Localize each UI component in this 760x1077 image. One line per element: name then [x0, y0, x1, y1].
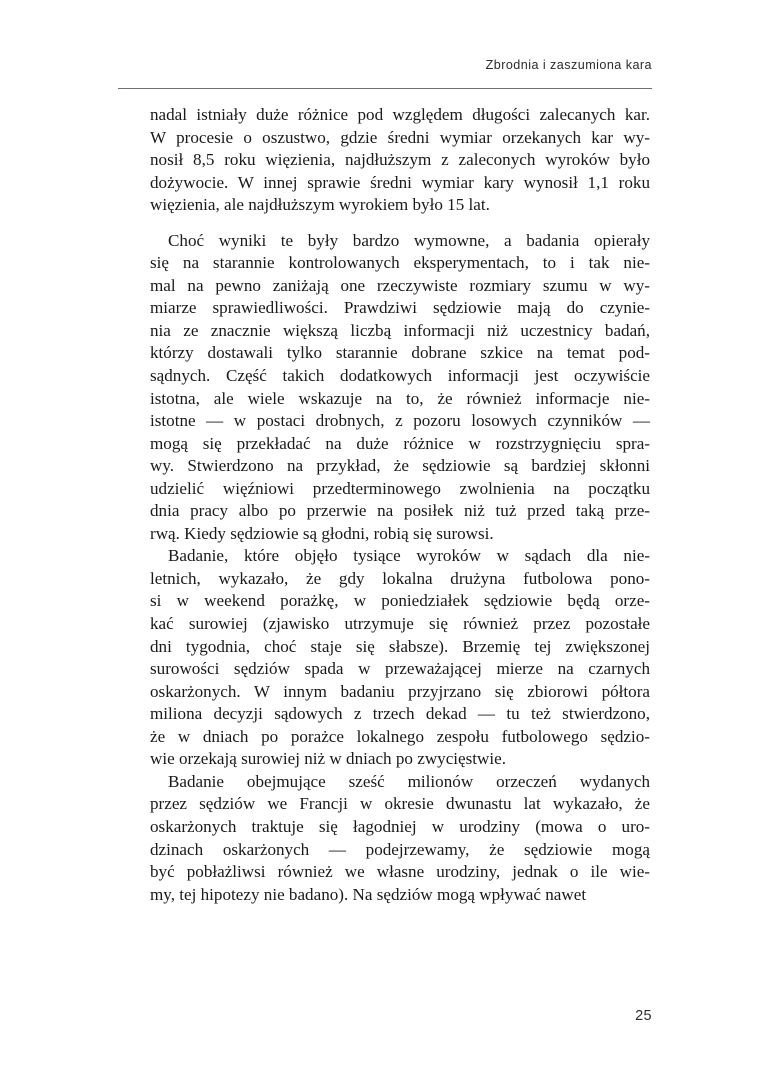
text-line: kać surowiej (zjawisko utrzymuje się również przez pozostałe [150, 614, 650, 634]
text-line: Choć wyniki te były bardzo wymowne, a badania opierały [168, 230, 650, 250]
paragraph [150, 230, 650, 546]
text-line: surowości sędziów spada w przeważającej mierze na czarnych [150, 659, 650, 679]
text-line: istotna, ale wiele wskazuje na to, że również informacje nie- [150, 388, 650, 408]
text-line: si w weekend porażkę, w poniedziałek sędziowie będą orze- [150, 591, 650, 611]
text-line: letnich, wykazało, że gdy lokalna drużyna futbolowa pono- [150, 568, 650, 588]
text-line: miarze sprawiedliwości. Prawdziwi sędziowie mają do czynie- [150, 298, 650, 318]
text-line: mal na pewno zaniżają one rzeczywiste rozmiary szumu w wy- [150, 275, 650, 295]
text-line: miliona decyzji sądowych z trzech dekad — tu też stwierdzono, [150, 704, 650, 724]
text-line: nia ze znacznie większą liczbą informacji niż uczestnicy badań, [150, 320, 650, 340]
body-text-block [150, 104, 650, 906]
text-line: być pobłażliwsi również we własne urodziny, jednak o ile wie- [150, 862, 650, 882]
paragraph [150, 545, 650, 770]
text-line: Badanie, które objęło tysiące wyroków w sądach dla nie- [168, 546, 650, 566]
text-line: wy. Stwierdzono na przykład, że sędziowie są bardziej skłonni [150, 456, 650, 476]
paragraph [150, 104, 650, 217]
text-line: więzienia, ale najdłuższym wyrokiem było 15 lat. [150, 195, 490, 215]
text-line: że w dniach po porażce lokalnego zespołu futbolowego sędzio- [150, 726, 650, 746]
text-line: rwą. Kiedy sędziowie są głodni, robią się surowsi. [150, 523, 494, 543]
text-line: dnia pracy albo po przerwie na posiłek niż tuż przed taką prze- [150, 501, 650, 521]
text-line: Badanie obejmujące sześć milionów orzeczeń wydanych [168, 771, 650, 791]
text-line: dzinach oskarżonych — podejrzewamy, że sędziowie mogą [150, 839, 650, 859]
text-line: oskarżonych traktuje się łagodniej w urodziny (mowa o uro- [150, 816, 650, 836]
text-line: nadal istniały duże różnice pod względem długości zalecanych kar. [150, 105, 650, 124]
running-head: Zbrodnia i zaszumiona kara [485, 58, 652, 72]
text-line: W procesie o oszustwo, gdzie średni wymiar orzekanych kar wy- [150, 127, 650, 147]
text-line: dożywocie. W innej sprawie średni wymiar kary wynosił 1,1 roku [150, 172, 650, 192]
paragraph [150, 771, 650, 906]
text-line: nosił 8,5 roku więzienia, najdłuższym z zaleconych wyroków było [150, 150, 650, 170]
text-line: się na starannie kontrolowanych eksperymentach, to i tak nie- [150, 253, 650, 273]
text-line: udzielić więźniowi przedterminowego zwolnienia na początku [150, 478, 650, 498]
text-line: oskarżonych. W innym badaniu przyjrzano się zbiorowi półtora [150, 681, 650, 701]
text-line: mogą się przekładać na duże różnice w rozstrzygnięciu spra- [150, 433, 650, 453]
text-line: sądnych. Część takich dodatkowych informacji jest oczywiście [150, 366, 650, 386]
text-line: my, tej hipotezy nie badano). Na sędziów mogą wpływać nawet [150, 884, 587, 904]
text-line: przez sędziów we Francji w okresie dwunastu lat wykazało, że [150, 794, 650, 814]
text-line: którzy dostawali tylko starannie dobrane szkice na temat pod- [150, 343, 650, 363]
text-line: wie orzekają surowiej niż w dniach po zwycięstwie. [150, 749, 506, 769]
text-line: dni tygodnia, choć staje się słabsze). Brzemię tej zwiększonej [150, 636, 650, 656]
header-rule [118, 88, 652, 89]
page-number: 25 [635, 1008, 652, 1024]
text-line: istotne — w postaci drobnych, z pozoru losowych czynników — [150, 411, 650, 431]
